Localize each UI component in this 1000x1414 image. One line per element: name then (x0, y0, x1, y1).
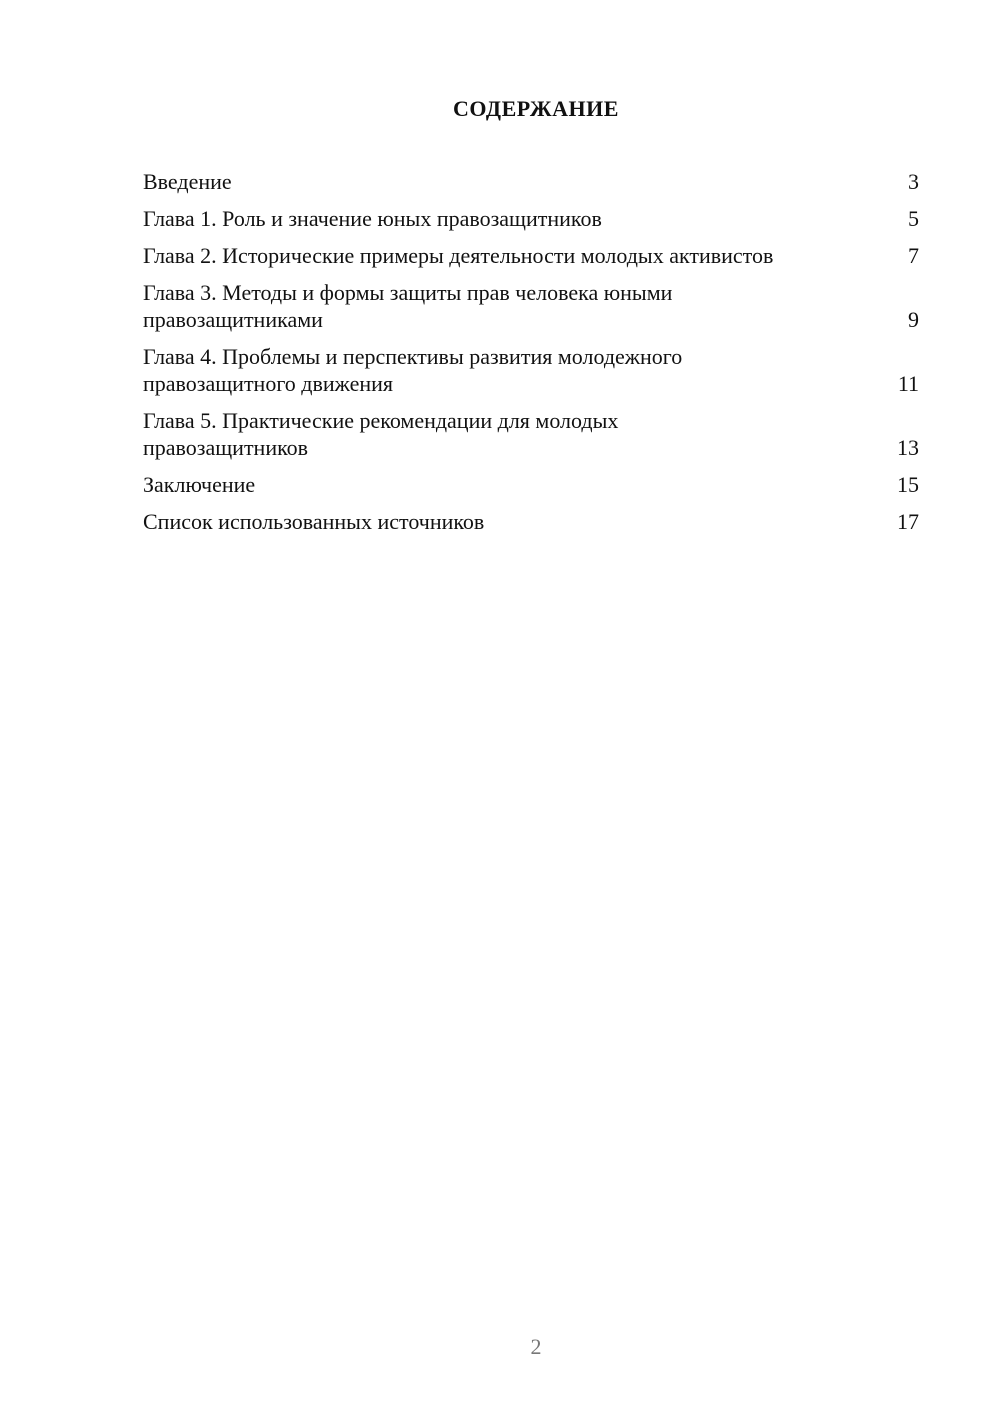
toc-item-introduction (143, 168, 919, 195)
toc-item-label: Глава 4. Проблемы и перспективы развития молодежного правозащитного движения (143, 344, 683, 396)
toc-item-chapter-2 (143, 242, 919, 269)
toc-item-label: Список использованных источников (143, 509, 485, 534)
toc-item-label: Заключение (143, 472, 256, 497)
toc-item-page: 5 (908, 206, 919, 231)
toc-item-label: Введение (143, 169, 232, 194)
table-of-contents (143, 168, 919, 545)
toc-item-page: 7 (908, 243, 919, 268)
toc-item-references (143, 508, 919, 535)
page-number: 2 (530, 1334, 542, 1359)
toc-item-chapter-3 (143, 279, 919, 333)
toc-item-label: Глава 1. Роль и значение юных правозащитников (143, 206, 602, 231)
toc-item-chapter-5 (143, 407, 919, 461)
page-title: СОДЕРЖАНИЕ (453, 96, 619, 121)
toc-item-page: 11 (897, 371, 919, 396)
toc-item-page: 17 (897, 509, 919, 534)
toc-item-conclusion (143, 471, 919, 498)
toc-item-chapter-1 (143, 205, 919, 232)
toc-item-label: Глава 3. Методы и формы защиты прав человека юными правозащитниками (143, 280, 673, 332)
toc-item-page: 15 (897, 472, 919, 497)
toc-item-chapter-4 (143, 343, 919, 397)
toc-item-page: 9 (908, 307, 919, 332)
toc-item-page: 13 (897, 435, 919, 460)
toc-item-label: Глава 2. Исторические примеры деятельности молодых активистов (143, 243, 774, 268)
toc-item-page: 3 (908, 169, 919, 194)
toc-item-label: Глава 5. Практические рекомендации для молодых правозащитников (143, 408, 619, 460)
